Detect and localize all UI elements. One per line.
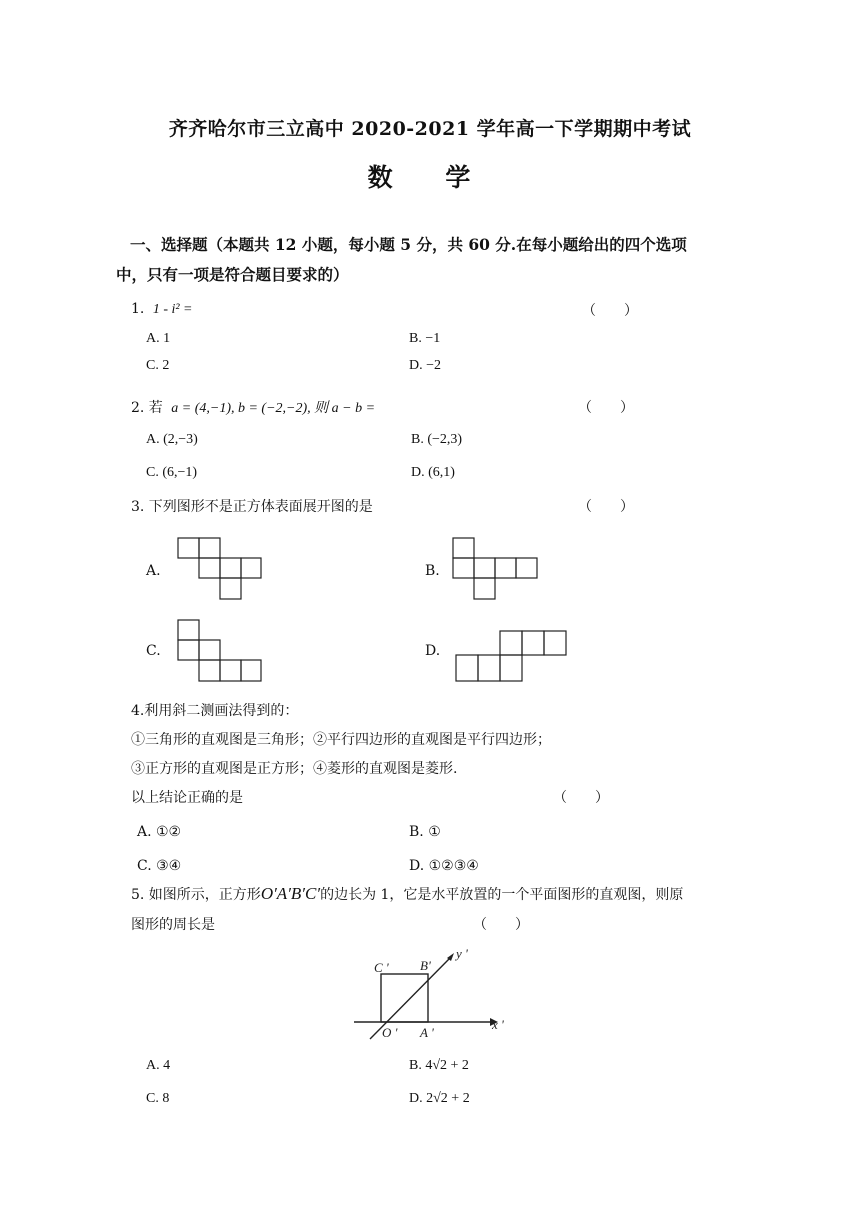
q1-option-c: C. 2 [146,358,170,373]
section-heading-line1: 一、选择题（本题共 12 小题，每小题 5 分，共 60 分.在每小题给出的四个选项 [130,235,687,254]
subject-title: 数 学 [367,163,493,192]
q2-condition: a = (4,−1), b = (−2,−2), 则 a − b = [171,401,376,416]
q5-stem-line1 [131,884,683,904]
q5-square-name: O′A′B′C′ [260,884,321,903]
q5-label-c: C ' [374,960,389,975]
q4-option-b: B. ① [409,824,441,840]
q3-answer-paren: （ ） [578,499,634,515]
q5-label-y-axis: y ' [456,946,468,961]
q5-option-c: C. 8 [146,1091,170,1106]
q4-question: 以上结论正确的是 [131,790,243,806]
q4-option-a: A. ①② [137,824,182,840]
q3-label-b: B. [425,563,440,579]
q3-net-a [175,535,265,605]
q3-net-c [175,617,270,687]
q1-number: 1. [131,301,145,317]
q4-option-d: D. ①②③④ [409,858,479,874]
q5-option-d: D. 2√2 + 2 [409,1091,470,1106]
q5-label-x-axis: x ' [492,1017,504,1032]
q4-stem: 4.利用斜二测画法得到的： [131,703,299,719]
q2-stem [131,397,375,417]
q4-statement-3-4: ③正方形的直观图是正方形；④菱形的直观图是菱形. [131,761,458,777]
q5-label-b: B' [420,958,431,973]
q1-option-b: B. −1 [409,331,441,346]
q3-net-b [450,535,550,605]
q3-label-d: D. [425,643,441,659]
q1-stem [131,301,193,318]
q3-label-c: C. [146,643,161,659]
q5-option-a: A. 4 [146,1058,171,1073]
q5-answer-paren: （ ） [473,917,529,933]
q4-answer-paren: （ ） [553,790,609,806]
q5-text-a: 5. 如图所示，正方形 [131,887,261,903]
q5-label-o: O ' [382,1025,398,1040]
q3-stem: 3. 下列图形不是正方体表面展开图的是 [131,499,373,515]
q2-answer-paren: （ ） [578,400,634,416]
q1-expression: 1 - i² = [152,302,193,317]
q2-option-a: A. (2,−3) [146,432,198,447]
q5-figure [350,938,520,1043]
q5-text-b: 的边长为 1，它是水平放置的一个平面图形的直观图，则原 [320,887,684,903]
q1-option-a: A. 1 [146,331,171,346]
q2-number: 2. 若 [131,400,163,416]
q1-option-d: D. −2 [409,358,442,373]
q2-option-b: B. (−2,3) [411,432,463,447]
q3-label-a: A. [146,563,161,579]
q4-option-c: C. ③④ [137,858,182,874]
q4-statement-1-2: ①三角形的直观图是三角形；②平行四边形的直观图是平行四边形； [131,732,551,748]
section-heading-line2: 中，只有一项是符合题目要求的） [116,265,349,284]
q5-option-b: B. 4√2 + 2 [409,1058,469,1073]
q5-label-a: A ' [420,1025,434,1040]
q2-option-c: C. (6,−1) [146,465,198,480]
q1-answer-paren: （ ） [582,303,638,319]
q3-net-d [453,628,573,686]
q5-stem-line2: 图形的周长是 [131,917,215,933]
section-heading [116,230,750,290]
q2-option-d: D. (6,1) [411,465,455,480]
exam-title: 齐齐哈尔市三立高中 2020-2021 学年高一下学期期中考试 [168,118,692,140]
